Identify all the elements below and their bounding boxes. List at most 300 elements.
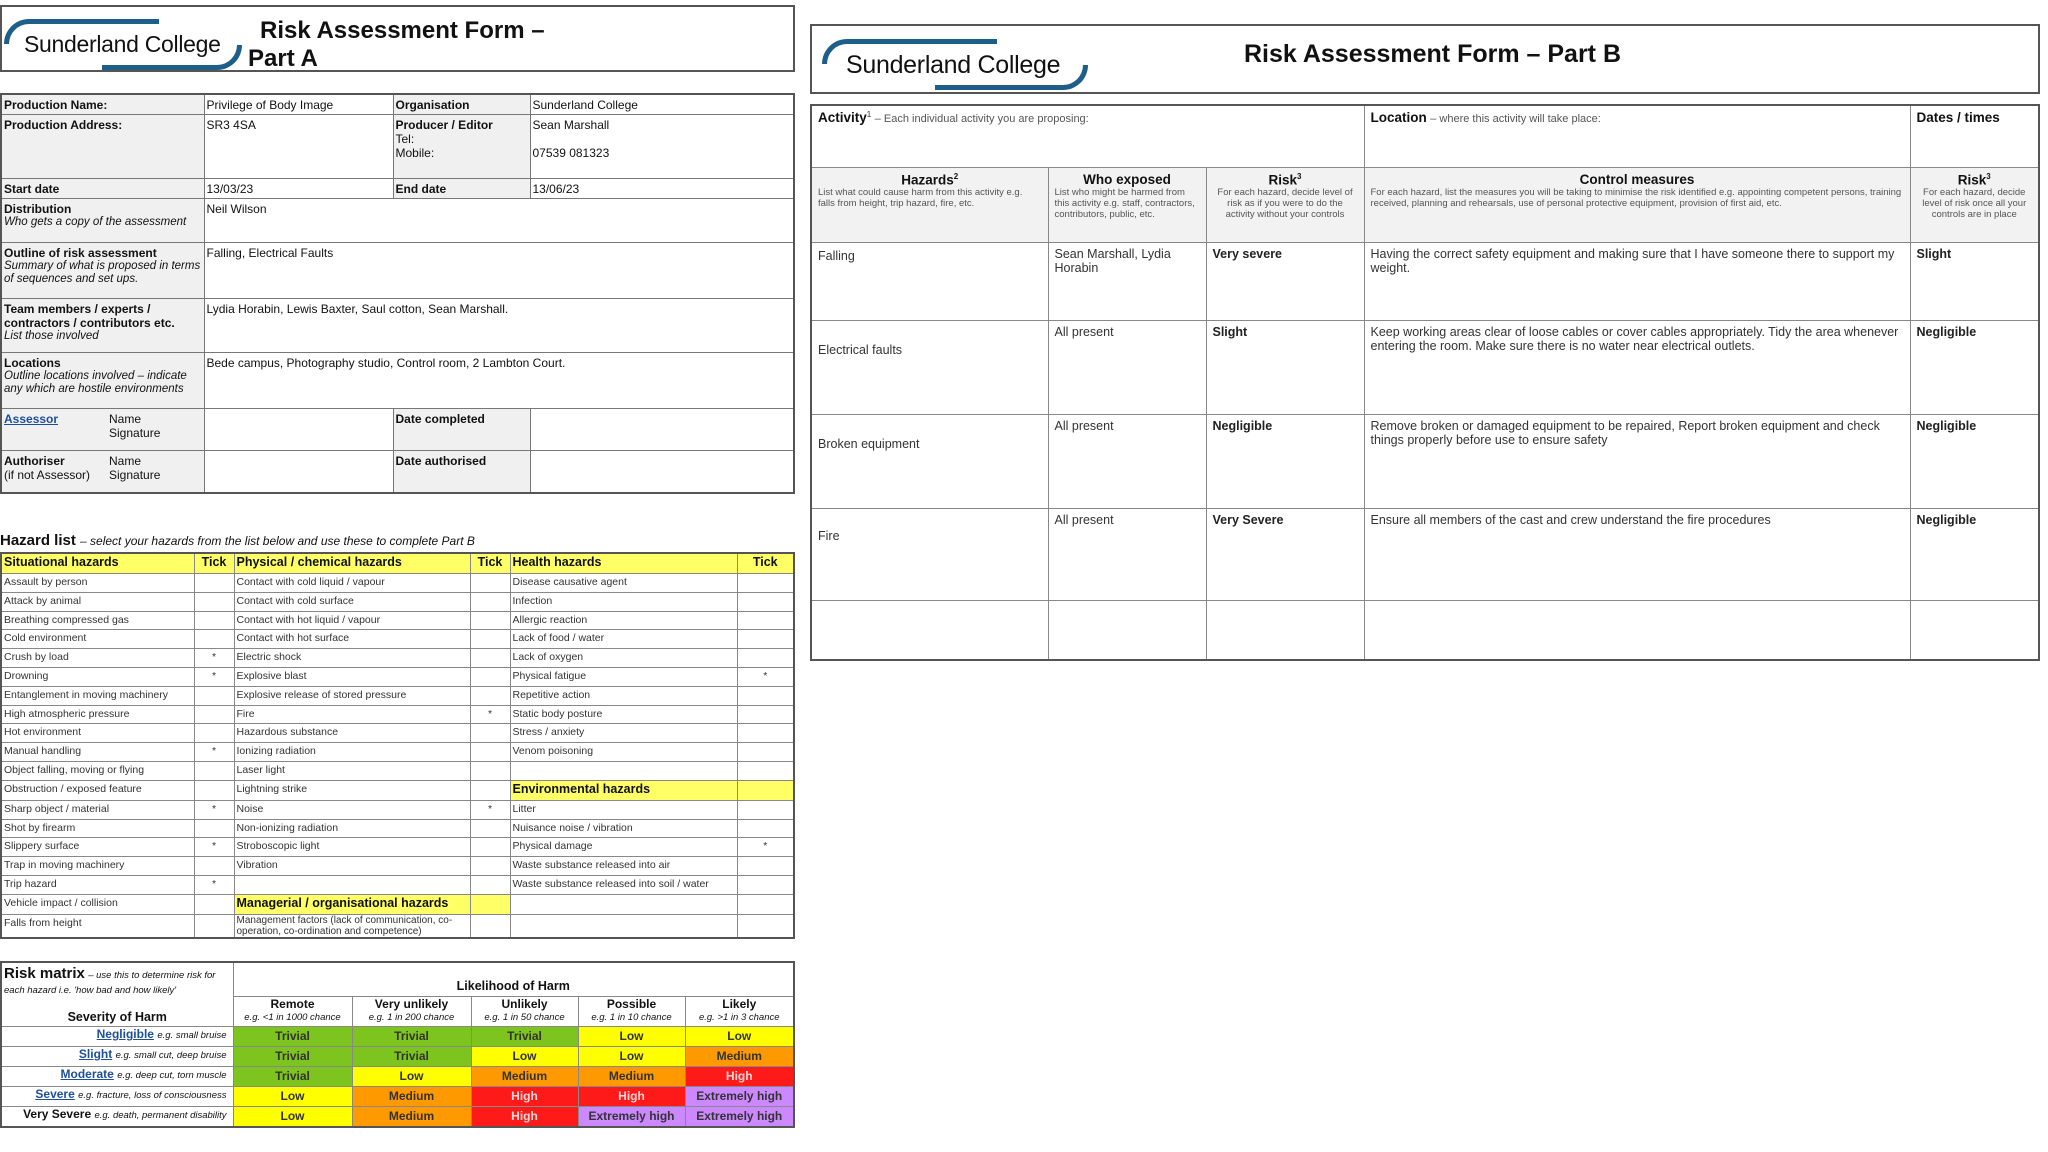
- initial-risk-cell[interactable]: Negligible: [1206, 414, 1364, 508]
- hazard-tick-cell[interactable]: [470, 743, 510, 762]
- risk-matrix-title-cell: [1, 962, 233, 1027]
- hazard-item: [234, 875, 470, 894]
- risk-header: Risk$^3$ For each hazard, decide level of risk as if you were to do the activity without your controls: [1206, 167, 1364, 242]
- team-sub: List those involved: [4, 330, 99, 342]
- hazard-tick-cell[interactable]: *: [194, 649, 234, 668]
- risk-level-cell: Trivial: [471, 1027, 578, 1047]
- end-date-label: End date: [393, 179, 530, 199]
- severity-name: Negligible: [96, 1027, 154, 1041]
- hazard-row: [1, 875, 794, 894]
- severity-row: [1, 1047, 794, 1067]
- hazard-tick-cell[interactable]: [194, 686, 234, 705]
- production-name-value[interactable]: Privilege of Body Image: [204, 94, 393, 115]
- severity-label: [1, 1107, 233, 1128]
- risk-level-cell: Trivial: [233, 1047, 352, 1067]
- page-title: Risk Assessment Form – Part B: [1244, 40, 1622, 68]
- hazard-tick-cell[interactable]: [470, 914, 510, 938]
- control-measures-header: Control measures For each hazard, list the measures you will be taking to minimise the risk identified e.g. appointing competent persons, training received, planning and rehearsals, use of personal protective equipment, provision of first aid, etc.: [1364, 167, 1910, 242]
- hazard-tick-cell[interactable]: [194, 780, 234, 800]
- locations-label: Locations: [4, 356, 61, 370]
- authoriser-label-cell: [1, 451, 204, 493]
- managerial-hazards-header: Managerial / organisational hazards: [234, 894, 470, 914]
- hazard-assessment-row: [811, 414, 2039, 508]
- risk-matrix-subtitle: – use this to determine risk for each hazard i.e. 'how bad and how likely': [4, 970, 216, 996]
- hazard-column-header: Physical / chemical hazards: [234, 553, 470, 574]
- hazard-item: [510, 894, 737, 914]
- who-exposed-header: Who exposed List who might be harmed from this activity e.g. staff, contractors, contributors, public, etc.: [1048, 167, 1206, 242]
- hazard-row: [1, 819, 794, 838]
- risk-level-cell: High: [685, 1067, 794, 1087]
- part-a-header: [0, 5, 795, 72]
- hazard-row: [1, 630, 794, 649]
- hazard-row: [1, 838, 794, 857]
- empty-cell[interactable]: [811, 600, 1048, 660]
- hazard-row: [1, 686, 794, 705]
- hazard-tick-cell[interactable]: [194, 761, 234, 780]
- likelihood-example: e.g. 1 in 10 chance: [591, 1011, 672, 1023]
- hazard-tick-cell[interactable]: [470, 592, 510, 611]
- hazard-column-header: Health hazards: [510, 553, 737, 574]
- organisation-label: Organisation: [393, 94, 530, 115]
- likelihood-name: Likely: [722, 996, 757, 1011]
- hazard-item: Waste substance released into air: [510, 857, 737, 876]
- hazard-item: Static body posture: [510, 705, 737, 724]
- hazard-tick-cell[interactable]: [194, 894, 234, 914]
- hazard-item: Attack by animal: [1, 592, 194, 611]
- initial-risk-cell[interactable]: Slight: [1206, 320, 1364, 414]
- hazard-tick-cell[interactable]: [470, 630, 510, 649]
- hazard-row: [1, 649, 794, 668]
- location-cell[interactable]: [1364, 105, 1910, 167]
- distribution-value[interactable]: Neil Wilson: [204, 199, 794, 243]
- likelihood-name: Remote: [270, 996, 315, 1011]
- hazard-item: Physical fatigue: [510, 667, 737, 686]
- hazard-item: Stroboscopic light: [234, 838, 470, 857]
- hazards-header-desc: List what could cause harm from this activity e.g. falls from height, trip hazard, fire, etc.: [818, 187, 1023, 209]
- hazard-row: [1, 574, 794, 593]
- likelihood-axis-label: Likelihood of Harm: [233, 962, 794, 996]
- hazard-tick-cell[interactable]: [194, 574, 234, 593]
- production-address-label: Production Address:: [1, 115, 204, 179]
- control-measures-cell[interactable]: Having the correct safety equipment and making sure that I have someone there to support my weight.: [1364, 242, 1910, 320]
- risk-level-cell: Medium: [471, 1067, 578, 1087]
- authoriser-signature-label: Signature: [109, 468, 161, 482]
- hazard-item: Trip hazard: [1, 875, 194, 894]
- hazard-tick-cell[interactable]: *: [194, 667, 234, 686]
- team-label: Team members / experts / contractors / contributors etc.: [4, 302, 175, 330]
- hazard-tick-cell[interactable]: *: [194, 800, 234, 819]
- hazard-item: Electric shock: [234, 649, 470, 668]
- assessor-label: Assessor: [4, 412, 59, 426]
- outline-label-cell: [1, 243, 204, 299]
- control-measures-cell[interactable]: Remove broken or damaged equipment to be repaired, Report broken equipment and check things properly before use to ensure safety: [1364, 414, 1910, 508]
- hazard-tick-cell[interactable]: [470, 686, 510, 705]
- hazard-item: Shot by firearm: [1, 819, 194, 838]
- hazard-item: Noise: [234, 800, 470, 819]
- severity-example: e.g. death, permanent disability: [94, 1110, 227, 1121]
- dates-label: Dates / times: [1916, 110, 2000, 125]
- hazard-item: Vibration: [234, 857, 470, 876]
- hazard-item: High atmospheric pressure: [1, 705, 194, 724]
- assessor-value[interactable]: [204, 409, 393, 451]
- hazard-tick-cell[interactable]: [194, 857, 234, 876]
- hazard-cell[interactable]: Broken equipment: [811, 414, 1048, 508]
- empty-cell[interactable]: [1048, 600, 1206, 660]
- severity-example: e.g. small bruise: [157, 1030, 227, 1041]
- hazard-item: Drowning: [1, 667, 194, 686]
- risk-level-cell: Extremely high: [685, 1087, 794, 1107]
- hazard-column-header: Situational hazards: [1, 553, 194, 574]
- hazard-assessment-row: [811, 508, 2039, 600]
- who-exposed-header-desc: List who might be harmed from this activity e.g. staff, contractors, contributors, public, etc.: [1054, 186, 1195, 220]
- severity-name: Very Severe: [23, 1107, 92, 1121]
- hazard-item: Crush by load: [1, 649, 194, 668]
- locations-sub: Outline locations involved – indicate any which are hostile environments: [4, 370, 187, 395]
- hazard-item: Sharp object / material: [1, 800, 194, 819]
- hazard-item: Falls from height: [1, 914, 194, 938]
- risk-level-cell: Trivial: [233, 1067, 352, 1087]
- team-label-cell: [1, 299, 204, 353]
- hazard-tick-cell[interactable]: [737, 724, 794, 743]
- hazard-item: Allergic reaction: [510, 611, 737, 630]
- hazards-header: Hazards$^2$ List what could cause harm from this activity e.g. falls from height, trip hazard, fire, etc.: [811, 167, 1048, 242]
- hazard-item: Venom poisoning: [510, 743, 737, 762]
- likelihood-name: Unlikely: [501, 996, 548, 1011]
- title-line-1: Risk Assessment Form –: [260, 17, 545, 44]
- hazard-row: [1, 743, 794, 762]
- hazard-column-header: Tick: [737, 553, 794, 574]
- severity-label: [1, 1047, 233, 1067]
- hazard-item: Waste substance released into soil / water: [510, 875, 737, 894]
- part-b-header: [810, 24, 2040, 94]
- hazard-item: Management factors (lack of communication, co-operation, co-ordination and competence): [234, 914, 470, 938]
- hazard-tick-cell[interactable]: [737, 914, 794, 938]
- who-exposed-cell[interactable]: All present: [1048, 320, 1206, 414]
- severity-axis-label: Severity of Harm: [67, 1010, 167, 1024]
- empty-cell[interactable]: [1206, 600, 1364, 660]
- severity-label: [1, 1027, 233, 1047]
- producer-label: Producer / Editor: [395, 118, 493, 132]
- hazard-row: [1, 761, 794, 780]
- hazard-item: Contact with cold liquid / vapour: [234, 574, 470, 593]
- likelihood-column: [233, 996, 352, 1026]
- risk-matrix-title: Risk matrix: [4, 965, 85, 982]
- risk-level-cell: Trivial: [233, 1027, 352, 1047]
- hazard-item: Trap in moving machinery: [1, 857, 194, 876]
- risk-level-cell: Medium: [685, 1047, 794, 1067]
- residual-risk-cell[interactable]: Slight: [1910, 242, 2039, 320]
- hazard-tick-cell[interactable]: [737, 780, 794, 800]
- locations-label-cell: [1, 353, 204, 409]
- control-measures-cell[interactable]: Ensure all members of the cast and crew understand the fire procedures: [1364, 508, 1910, 600]
- hazard-tick-cell[interactable]: [737, 800, 794, 819]
- hazard-tick-cell[interactable]: [194, 724, 234, 743]
- severity-row: [1, 1067, 794, 1087]
- hazard-tick-cell[interactable]: [737, 705, 794, 724]
- hazard-item: Repetitive action: [510, 686, 737, 705]
- outline-value[interactable]: Falling, Electrical Faults: [204, 243, 794, 299]
- hazard-item: Object falling, moving or flying: [1, 761, 194, 780]
- hazard-tick-cell[interactable]: [194, 705, 234, 724]
- hazard-item: Obstruction / exposed feature: [1, 780, 194, 800]
- risk-level-cell: Medium: [352, 1087, 471, 1107]
- hazard-tick-cell[interactable]: [737, 875, 794, 894]
- hazard-assessment-row: [811, 242, 2039, 320]
- college-logo: [820, 35, 1090, 91]
- hazard-tick-cell[interactable]: *: [470, 705, 510, 724]
- hazard-item: Vehicle impact / collision: [1, 894, 194, 914]
- assessor-name-label: Name: [109, 412, 142, 426]
- hazard-item: [510, 914, 737, 938]
- hazard-list-heading: Hazard list: [0, 532, 76, 549]
- hazard-tick-cell[interactable]: [737, 630, 794, 649]
- hazard-tick-cell[interactable]: [737, 819, 794, 838]
- hazard-tick-cell[interactable]: [737, 857, 794, 876]
- hazard-tick-cell[interactable]: [470, 611, 510, 630]
- hazard-tick-cell[interactable]: [737, 649, 794, 668]
- initial-risk-cell[interactable]: Very Severe: [1206, 508, 1364, 600]
- severity-row: [1, 1087, 794, 1107]
- hazard-tick-cell[interactable]: *: [194, 838, 234, 857]
- authoriser-value[interactable]: [204, 451, 393, 493]
- residual-risk-header-desc: For each hazard, decide level of risk once all your controls are in place: [1922, 187, 2027, 220]
- risk-level-cell: Medium: [352, 1107, 471, 1128]
- hazard-item: Explosive blast: [234, 667, 470, 686]
- hazard-item: Fire: [234, 705, 470, 724]
- hazard-tick-cell[interactable]: [470, 761, 510, 780]
- hazard-cell[interactable]: Fire: [811, 508, 1048, 600]
- severity-row: [1, 1107, 794, 1128]
- hazard-tick-cell[interactable]: *: [470, 800, 510, 819]
- hazard-row: [1, 705, 794, 724]
- organisation-value[interactable]: Sunderland College: [530, 94, 794, 115]
- authoriser-sub: (if not Assessor): [4, 468, 91, 482]
- hazard-tick-cell[interactable]: *: [194, 875, 234, 894]
- hazard-item: Lack of food / water: [510, 630, 737, 649]
- hazard-item: Manual handling: [1, 743, 194, 762]
- hazard-tick-cell[interactable]: [737, 743, 794, 762]
- likelihood-name: Possible: [606, 996, 657, 1011]
- hazard-item: Entanglement in moving machinery: [1, 686, 194, 705]
- severity-row: [1, 1027, 794, 1047]
- hazard-item: Physical damage: [510, 838, 737, 857]
- risk-level-cell: Extremely high: [685, 1107, 794, 1128]
- control-measures-header-desc: For each hazard, list the measures you will be taking to minimise the risk identified e.g. appointing competent persons, training received, planning and rehearsals, use of personal protective equipment, provision of first aid, etc.: [1370, 186, 1902, 209]
- empty-cell[interactable]: [1910, 600, 2039, 660]
- hazard-tick-cell[interactable]: [737, 592, 794, 611]
- hazard-row: [1, 667, 794, 686]
- risk-level-cell: Trivial: [352, 1047, 471, 1067]
- hazard-tick-cell[interactable]: [194, 630, 234, 649]
- date-completed-value[interactable]: [530, 409, 794, 451]
- hazard-item: Laser light: [234, 761, 470, 780]
- hazard-tick-cell[interactable]: [470, 819, 510, 838]
- hazard-item: Hot environment: [1, 724, 194, 743]
- residual-risk-header: Risk$^3$ For each hazard, decide level of risk once all your controls are in place: [1910, 167, 2039, 242]
- hazard-item: Contact with hot surface: [234, 630, 470, 649]
- production-name-label: Production Name:: [1, 94, 204, 115]
- empty-row: [811, 600, 2039, 660]
- mobile-label: Mobile:: [395, 146, 435, 160]
- environmental-hazards-header: Environmental hazards: [510, 780, 737, 800]
- likelihood-name: Very unlikely: [374, 996, 449, 1011]
- start-date-value[interactable]: 13/03/23: [204, 179, 393, 199]
- locations-value[interactable]: Bede campus, Photography studio, Control room, 2 Lambton Court.: [204, 353, 794, 409]
- date-completed-label: Date completed: [393, 409, 530, 451]
- hazard-item: Contact with cold surface: [234, 592, 470, 611]
- hazard-tick-cell[interactable]: [737, 686, 794, 705]
- hazard-item: [510, 761, 737, 780]
- activity-desc: – Each individual activity you are proposing:: [874, 113, 1089, 126]
- hazard-tick-cell[interactable]: *: [737, 838, 794, 857]
- hazard-item: Disease causative agent: [510, 574, 737, 593]
- severity-label: [1, 1067, 233, 1087]
- mobile-value: 07539 081323: [532, 146, 610, 160]
- production-info-table: [0, 93, 795, 494]
- severity-example: e.g. fracture, loss of consciousness: [78, 1090, 227, 1101]
- hazard-item: Cold environment: [1, 630, 194, 649]
- severity-example: e.g. small cut, deep bruise: [115, 1050, 227, 1061]
- hazard-item: Hazardous substance: [234, 724, 470, 743]
- residual-risk-cell[interactable]: Negligible: [1910, 508, 2039, 600]
- dates-cell[interactable]: [1910, 105, 2039, 167]
- who-exposed-cell[interactable]: Sean Marshall, Lydia Horabin: [1048, 242, 1206, 320]
- hazard-row: [1, 914, 794, 938]
- assessor-signature-label: Signature: [109, 426, 161, 440]
- hazard-list-table: [0, 552, 795, 939]
- hazard-tick-cell[interactable]: [737, 761, 794, 780]
- distribution-label: Distribution: [4, 202, 72, 216]
- hazard-tick-cell[interactable]: [194, 819, 234, 838]
- hazard-tick-cell[interactable]: [470, 724, 510, 743]
- hazard-item: Non-ionizing radiation: [234, 819, 470, 838]
- end-date-value[interactable]: 13/06/23: [530, 179, 794, 199]
- part-b-form: [810, 24, 2040, 543]
- hazard-item: Infection: [510, 592, 737, 611]
- authoriser-label: Authoriser: [4, 454, 65, 468]
- hazard-item: Lightning strike: [234, 780, 470, 800]
- hazard-item: Assault by person: [1, 574, 194, 593]
- likelihood-example: e.g. 1 in 200 chance: [368, 1011, 455, 1023]
- likelihood-column: [578, 996, 685, 1026]
- hazard-row: [1, 592, 794, 611]
- who-exposed-cell[interactable]: All present: [1048, 414, 1206, 508]
- risk-header-desc: For each hazard, decide level of risk as if you were to do the activity without your controls: [1217, 187, 1353, 220]
- producer-value: Sean Marshall: [532, 118, 610, 132]
- hazard-tick-cell[interactable]: [470, 667, 510, 686]
- hazard-item: Slippery surface: [1, 838, 194, 857]
- residual-risk-cell[interactable]: Negligible: [1910, 320, 2039, 414]
- hazard-item: Explosive release of stored pressure: [234, 686, 470, 705]
- severity-name: Slight: [78, 1047, 113, 1061]
- hazard-item: Lack of oxygen: [510, 649, 737, 668]
- hazard-row: [1, 724, 794, 743]
- risk-level-cell: Low: [233, 1087, 352, 1107]
- hazard-tick-cell[interactable]: [737, 574, 794, 593]
- risk-level-cell: Low: [685, 1027, 794, 1047]
- location-label: Location: [1370, 110, 1427, 125]
- producer-value-cell[interactable]: [530, 115, 794, 179]
- likelihood-example: e.g. >1 in 3 chance: [698, 1011, 780, 1023]
- risk-level-cell: High: [471, 1087, 578, 1107]
- authoriser-name-label: Name: [109, 454, 142, 468]
- activity-cell[interactable]: [811, 105, 1364, 167]
- risk-level-cell: Low: [578, 1047, 685, 1067]
- risk-level-cell: Low: [578, 1027, 685, 1047]
- assessor-label-cell: [1, 409, 204, 451]
- hazard-list-subtitle: – select your hazards from the list below and use these to complete Part B: [80, 534, 475, 548]
- hazard-tick-cell[interactable]: [470, 857, 510, 876]
- college-logo: [2, 15, 242, 69]
- hazard-row: [1, 611, 794, 630]
- who-exposed-cell[interactable]: All present: [1048, 508, 1206, 600]
- likelihood-example: e.g. 1 in 50 chance: [484, 1011, 565, 1023]
- severity-example: e.g. deep cut, torn muscle: [117, 1070, 227, 1081]
- hazard-tick-cell[interactable]: [194, 611, 234, 630]
- page-title: [248, 17, 545, 73]
- empty-cell[interactable]: [1364, 600, 1910, 660]
- hazard-item: Litter: [510, 800, 737, 819]
- hazard-tick-cell[interactable]: [737, 611, 794, 630]
- hazard-tick-cell[interactable]: [470, 875, 510, 894]
- hazard-row: [1, 800, 794, 819]
- activity-sup: 1: [866, 110, 872, 119]
- hazard-tick-cell[interactable]: [194, 592, 234, 611]
- distribution-label-cell: [1, 199, 204, 243]
- risk-level-cell: High: [578, 1087, 685, 1107]
- hazard-tick-cell[interactable]: [470, 780, 510, 800]
- hazard-cell[interactable]: Falling: [811, 242, 1048, 320]
- hazard-tick-cell[interactable]: [470, 838, 510, 857]
- risk-matrix-table: [0, 961, 795, 1128]
- activity-label: Activity: [818, 110, 867, 126]
- risk-level-cell: Extremely high: [578, 1107, 685, 1128]
- hazard-tick-cell[interactable]: [194, 914, 234, 938]
- hazard-tick-cell[interactable]: *: [737, 667, 794, 686]
- hazard-item: Nuisance noise / vibration: [510, 819, 737, 838]
- hazard-list-title: [0, 532, 475, 549]
- hazard-item: Breathing compressed gas: [1, 611, 194, 630]
- risk-level-cell: Low: [233, 1107, 352, 1128]
- hazard-assessment-row: [811, 320, 2039, 414]
- hazard-tick-cell[interactable]: *: [194, 743, 234, 762]
- distribution-sub: Who gets a copy of the assessment: [4, 216, 187, 228]
- hazard-tick-cell[interactable]: [470, 574, 510, 593]
- production-address-value[interactable]: SR3 4SA: [204, 115, 393, 179]
- likelihood-column: [685, 996, 794, 1026]
- hazard-tick-cell[interactable]: [470, 649, 510, 668]
- date-authorised-value[interactable]: [530, 451, 794, 493]
- hazard-item: Contact with hot liquid / vapour: [234, 611, 470, 630]
- hazard-item: Ionizing radiation: [234, 743, 470, 762]
- control-measures-cell[interactable]: Keep working areas clear of loose cables or cover cables appropriately. Tidy the area whenever entering the room. Make sure there is no water near electrical outlets.: [1364, 320, 1910, 414]
- hazard-column-header: Tick: [194, 553, 234, 574]
- severity-name: Moderate: [60, 1067, 114, 1081]
- risk-level-cell: Trivial: [352, 1027, 471, 1047]
- initial-risk-cell[interactable]: Very severe: [1206, 242, 1364, 320]
- hazard-tick-cell[interactable]: [470, 894, 510, 914]
- hazard-row: [1, 894, 794, 914]
- tel-label: Tel:: [395, 132, 415, 146]
- hazard-tick-cell[interactable]: [737, 894, 794, 914]
- hazard-column-header: Tick: [470, 553, 510, 574]
- team-value[interactable]: Lydia Horabin, Lewis Baxter, Saul cotton, Sean Marshall.: [204, 299, 794, 353]
- producer-label-cell: [393, 115, 530, 179]
- hazard-item: Stress / anxiety: [510, 724, 737, 743]
- residual-risk-cell[interactable]: Negligible: [1910, 414, 2039, 508]
- hazard-row: [1, 857, 794, 876]
- hazard-cell[interactable]: Electrical faults: [811, 320, 1048, 414]
